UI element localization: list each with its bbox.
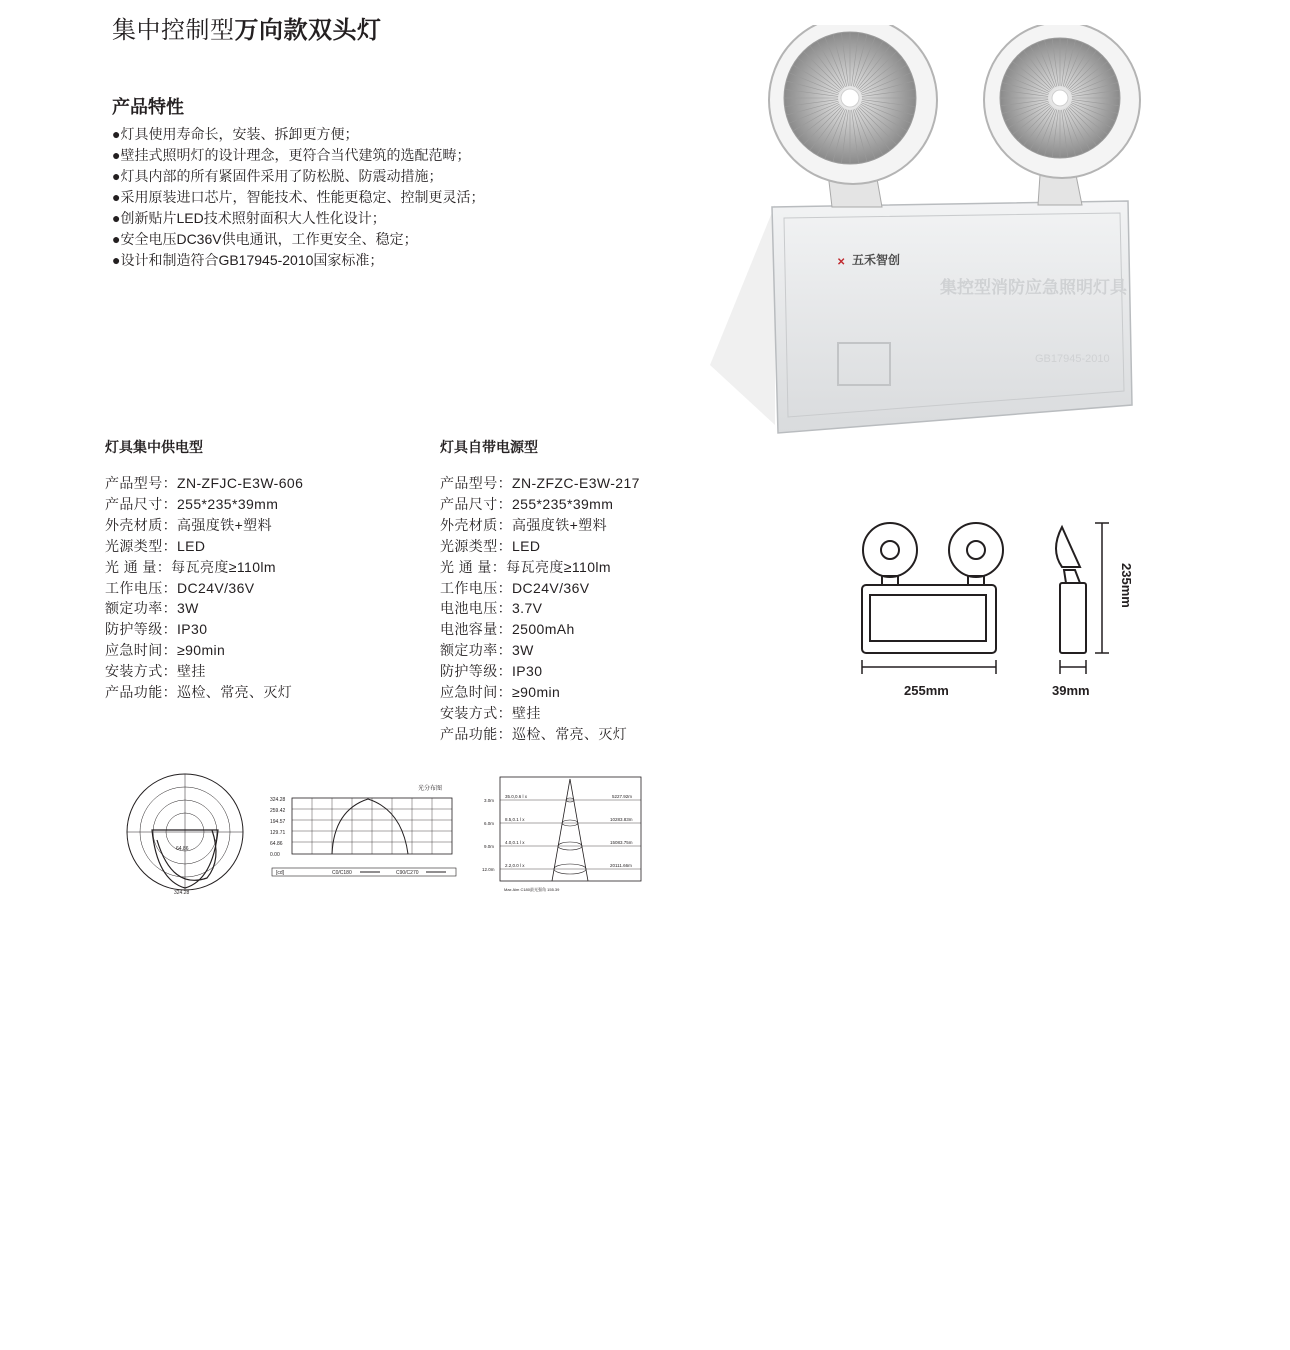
brand-logo-text: 五禾智创 — [852, 253, 901, 267]
spec-row: 光 通 量：每瓦亮度≥110lm — [105, 558, 276, 575]
features-heading: 产品特性 — [112, 97, 184, 117]
cone-lux: 8.5,0.1 l x — [505, 817, 525, 822]
curve-ytick: 0.00 — [270, 852, 280, 858]
curve-legend-unit: [cd] — [276, 870, 285, 876]
spec-self-powered — [440, 437, 640, 745]
spec-row: 工作电压：DC24V/36V — [440, 579, 590, 596]
spec-row: 应急时间：≥90min — [440, 684, 561, 701]
spec-row: 光 通 量：每瓦亮度≥110lm — [440, 558, 611, 575]
curve-ytick: 194.57 — [270, 819, 286, 825]
dim-width-label: 255mm — [904, 683, 949, 698]
spec-row: 防护等级：IP30 — [440, 663, 543, 680]
spec-row: 光源类型：LED — [105, 537, 206, 554]
spec-row: 电池电压：3.7V — [440, 600, 543, 617]
cone-diam: 15083.75m — [610, 840, 633, 845]
cone-lux: 35.0,0.6 l x — [505, 794, 528, 799]
spec-row: 电池容量：2500mAh — [440, 621, 575, 638]
cone-height: 9.0m — [484, 844, 495, 849]
spec-row: 额定功率：3W — [440, 642, 534, 659]
spec-self-heading: 灯具自带电源型 — [440, 439, 538, 455]
spec-row: 防护等级：IP30 — [105, 621, 208, 638]
light-curve-chart — [268, 780, 458, 880]
illuminance-cone-chart — [480, 775, 645, 895]
title-prefix: 集中控制型 — [112, 17, 235, 44]
feature-item: ●灯具内部的所有紧固件采用了防松脱、防震动措施； — [112, 168, 443, 184]
cone-diam: 10283.83m — [610, 817, 633, 822]
polar-light-diagram — [112, 770, 252, 895]
spec-row: 产品功能：巡检、常亮、灭灯 — [440, 725, 628, 742]
cone-height: 12.0m — [482, 867, 495, 872]
spec-row: 产品尺寸：255*235*39mm — [105, 495, 279, 512]
curve-title: 光分布图 — [418, 786, 443, 792]
feature-item: ●壁挂式照明灯的设计理念，更符合当代建筑的选配范畴； — [112, 147, 471, 163]
spec-row: 额定功率：3W — [105, 600, 199, 617]
polar-bottom-value: 324.28 — [174, 890, 190, 895]
feature-item: ●采用原装进口芯片，智能技术、性能更稳定、控制更灵活； — [112, 189, 485, 205]
curve-ytick: 324.28 — [270, 797, 286, 803]
spec-central-heading: 灯具集中供电型 — [105, 439, 203, 455]
feature-item: ●灯具使用寿命长，安装、拆卸更方便； — [112, 126, 359, 142]
spec-row: 产品功能：巡检、常亮、灭灯 — [105, 684, 293, 701]
curve-legend-c90: C90/C270 — [396, 870, 419, 876]
spec-row: 产品型号：ZN-ZFJC-E3W-606 — [105, 475, 304, 491]
spec-row: 光源类型：LED — [440, 537, 541, 554]
polar-value: 64.86 — [176, 846, 189, 852]
spec-row: 外壳材质：高强度铁+塑料 — [105, 516, 272, 533]
feature-item: ●设计和制造符合GB17945-2010国家标准； — [112, 252, 384, 268]
panel-text: 集控型消防应急照明灯具 — [940, 278, 1127, 297]
curve-ytick: 259.42 — [270, 808, 286, 814]
title-bold: 万向款双头灯 — [234, 17, 382, 44]
spec-row: 产品尺寸：255*235*39mm — [440, 495, 614, 512]
panel-standard: GB17945-2010 — [1035, 353, 1110, 365]
cone-diam: 5227.92m — [612, 794, 633, 799]
spec-row: 安装方式：壁挂 — [440, 704, 541, 721]
dimension-drawing — [850, 515, 1140, 705]
spec-central — [105, 437, 303, 703]
svg-text:✕: ✕ — [837, 257, 846, 268]
features-list — [112, 124, 484, 271]
spec-row: 产品型号：ZN-ZFZC-E3W-217 — [440, 475, 640, 491]
cone-height: 6.0m — [484, 821, 495, 826]
cone-lux: 4.0,0.1 l x — [505, 840, 525, 845]
spec-row: 外壳材质：高强度铁+塑料 — [440, 516, 607, 533]
dim-depth-label: 39mm — [1052, 683, 1090, 698]
curve-ytick: 64.86 — [270, 841, 283, 847]
left-lamp-head — [769, 25, 937, 207]
cone-lux: 2.2,0.0 l x — [505, 863, 525, 868]
curve-legend-c0: C0/C180 — [332, 870, 352, 876]
cone-diam: 20111.66m — [610, 863, 632, 868]
feature-item: ●安全电压DC36V供电通讯，工作更安全、稳定； — [112, 231, 418, 247]
cone-footer: Max Aim C180最光强角 155.39 — [504, 887, 560, 892]
spec-row: 应急时间：≥90min — [105, 642, 226, 659]
spec-row: 工作电压：DC24V/36V — [105, 579, 255, 596]
cone-height: 3.0m — [484, 798, 495, 803]
page-title — [112, 10, 382, 45]
curve-ytick: 129.71 — [270, 830, 286, 836]
spec-row: 安装方式：壁挂 — [105, 663, 206, 680]
dim-height-label: 235mm — [1119, 563, 1134, 608]
feature-item: ●创新贴片LED技术照射面积大人性化设计； — [112, 210, 386, 226]
product-photo — [700, 25, 1170, 445]
